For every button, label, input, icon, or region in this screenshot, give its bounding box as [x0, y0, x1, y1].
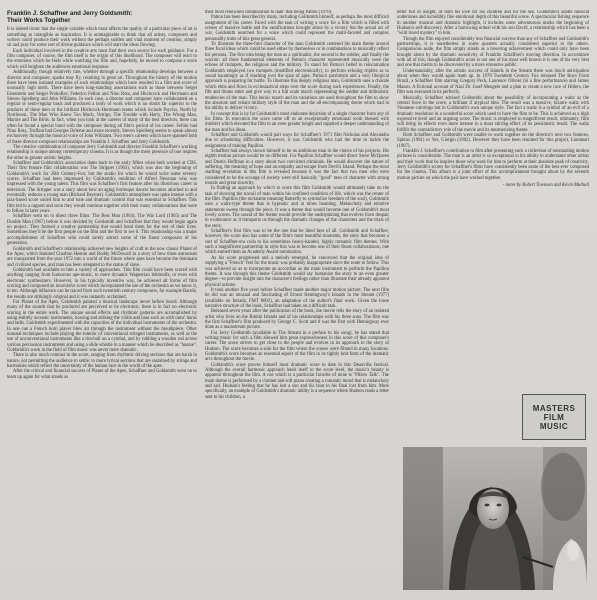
paragraph: There is also much contrast in the score, ranging from rhythmic driving sections that are harsh in nature, not permitting the audience to settle; to more lyrical sections that are sustained by strings and harmonies which reflect the uncertainty of the human race in the world of the apes.	[7, 353, 197, 370]
text-column-3	[397, 10, 589, 392]
paragraph: Both Schaffner and Goldsmith were unable to work together on the director's next two features, Sphinx (1981) or Yes, Giorgio (1982). However they have been reunited for this project, Lionheart (1987).	[397, 132, 589, 149]
paragraph: Goldsmith's score proves himself most dramatic score to date in this Deauville festival. Although the overall harmonic approach lends itself to the score level, the music's beauty is apparent throughout the film. A cue which is a particular favorite of mine is "Pillow Talk". The main theme is performed by a clarinet and soft piano creating a romantic mood that is melancholy and sad. Hudson's feeling that he has lost a son and his boat in his final lost from him. More specifically, an example of Goldsmith's dramatic ability is a sequence where Hudson reads a letter sent to his children, a	[205, 362, 389, 400]
paragraph: Goldsmith had available to him a variety of approaches. This film could have been scored with anything ranging from humorous ape-music, to more dynamic Wagnerian leitmotifs, or even with electronic synthesizers. However, in his typically inventive way, he achieved all forms of film scoring and composed an innovative score which incorporated the use of the orchestra as we know it, to ten. Although influence can be traced from such twentieth century composers, for example Bartók, the results are strikingly original and it was instantly acclaimed.	[7, 267, 197, 300]
paragraph: Schaffner and Goldsmith's association dates back to the early fifties when both worked at CBS. Their first feature film collaboration was The Stripper (1963), which was also the beginning of Goldsmith's work for 20th Century-Fox; but the studio for which he would write some seventy scores. Schaffner had been impressed by Goldsmith's rendition of Alfred Newman who was impressed with the young talent. This film was Schaffner's first feature after his illustrious career in television. The Stripper was a story about how an aging burlesque dancer becomes attached to and eventually seduces a young man (Richard Beymer). Goldsmith's atmosphere was quite intense with a jazz-based score suited him to and tone and dramatic control that was essential to Schaffner. This film led to a rapport and soon they would continue together with their many collaborations that were to follow in later years.	[7, 161, 197, 215]
text-column-1	[7, 10, 197, 596]
paragraph: It took another five years before Schaffner made another major motion picture. The next film he did was an unusual and fascinating of Ernest Hemingway's Islands in the Stream (1977) (available on Intrada, FMT 8002), an adaptation of the author's final work. Given the loose narrative structure of the book, Schaffner had taken on a difficult task.	[205, 287, 389, 309]
paragraph: Though the film enjoyed considerably less financial success than any of Schaffner and Goldsmith's partnerships, it is nonetheless in some quarters actually considered superior to the others. Comparisons aside, the film simply stands as a towering achievement which could only have been brought about by the dramatic sensitivity of Franklin Schaffner's moving direction. In accordance with all of this, though Goldsmith's score is not one of his most well known it is one of his very best and one that merits to be discovered by a more extensive public.	[397, 36, 589, 69]
paragraph: Franklin J. Schaffner's contribution to film after presenting such a collection of outstanding motion pictures is considerable. The man is an artist is so exceptional in his ability to understand other artists and their work that he inspires those who work for him to perform at their absolute peak of creativity. Jerry Goldsmith's scores for Schaffner's films have consistently been some of the best ever composed for the cinema. This album is a joint effort of the accomplishment brought about by the seventh motion picture on which the pair have worked together.	[397, 148, 589, 181]
paragraph: For Jerry Goldsmith (available in The Stream in a preface to his song), he has stated that writing music for such a film allowed him great expressiveness in this score of this composer's career. The score strives to get close to the people and evolves in its approach to the story of Hudson. The score becomes a solo for the film where the scenes were filmed in many locations. Goldsmith's score becomes an essential aspect of the film in its tightly knit form of the dramatic arcs throughout the movie.	[205, 330, 389, 363]
logo-line-2: FILM	[543, 412, 565, 422]
paragraph: their most renowned collaboration to date: that being Patton (1970).	[205, 10, 333, 15]
film-still-photo	[403, 447, 587, 590]
paragraph: Understandably, after the artistic success of Islands in the Stream there was much anticipation about when they would again team up. In 1978 Twentieth Century Fox released The Boys From Brazil, a Schaffner film starring Gregory Peck, Laurence Olivier (in a fine performance) and James Mason. A fictional account of Nazi Dr. Josef Mengele and a plan to create a new race of Hitlers, the film was executed in its perfectly.	[397, 68, 589, 96]
paragraph: For Planet of the Apes, Goldsmith painted a musical landscape never before heard. Although many of the sounds that he produced are perceived to be electronic, there is in fact no electronic scoring in the entire work. The unique sound effects and rhythmic patterns are accomplished by using entirely acoustic instruments, bowing and striking the violin and bass such as with rams' horns and bells. Goldsmith experimented with the capacities of the individual instruments of the orchestra. In one cue a French horn player blew air through the instrument without the mouthpiece. Other unusual techniques include playing the interior of conventional stringed instruments, as well as the use of unconventional instruments like a rim-ball on a cymbal, and by rubbing a wooden rod across various percussion instruments and using a slide whistle in a manner which he described as "hoarse". Goldsmith's work in the field of film music was never more dramatic.	[7, 299, 197, 354]
article-title-line-1: Franklin J. Schaffner and Jerry Goldsmith:	[7, 10, 133, 17]
logo-line-3: MUSIC	[539, 421, 569, 431]
paragraph: In finding an approach by which to score this film Goldsmith would ultimately take on the task of showing the travail of man within his confined condition of life, which was the center of the film. Papillon (the nickname meaning Butterfly to symbolize freedom of the soul), Goldsmith uses a waltz-type theme that is hypnotic and at times haunting. Melancholy and emotive statements sweep through the piece. It was a theme that would become one of Goldsmith's most lovely scores. The sound of the theme would provide the underpinning that evolves from despair to exuberance as it transports us through the dramatic changes of the characters and the trials of the story.	[205, 186, 389, 229]
paragraph: It is indeed ironic that the single variable which most affects the quality of a particular piece of art is something as intangible as inspiration. It is unimaginable to think that all artists, composers and writers could produce their work without the perhaps sudden and vital moment of creation, simply sit and pray for some sort of divine guidance which will start the ideas flowing.	[7, 27, 197, 49]
article-title-line-2: Their Works Together	[7, 17, 71, 25]
paragraph: Released seven years after the publication of the book, the movie tells the story of an isolated artist who lives on the Bimini Islands and of his relationships with his three sons. The film was the first Schaffner's film produced by George C. Scott and it was the first with Hemingway ever done as a mainstream picture.	[205, 309, 389, 331]
paragraph: Schaffner's first film was to be the one that he liked best of all. Goldsmith and Schaffner, however, the score also has some of the film's most beautiful moments, the story that becomes a sort of Schaffner-era coda to his sometimes heavy-handed, highly romantic film themes. With such a magnificent partnership in style this was to become one of their finest collaborations, one which earned them an Academy Award nomination.	[205, 229, 389, 256]
paragraph: After the critical and financial success of Planet of the Apes, Schaffner and Goldsmith went on to team up again for what stands as	[7, 369, 197, 380]
paragraph: Schaffner had always shown himself to be an ambitious man in the choice of his projects. His eighth motion picture would be no different. For Papillon Schaffner would direct Steve McQueen and Dustin Hoffman in a story about two convicted criminals. He would discover the nature of suffering, the meaning of hope and an empathy and escape from Devil's Island. Perhaps the most startling revelation in this film is revealed because it was the fact that two men who were considered to be the scourge of society were still basically "good" men of character with strong morals and great sincerity.	[205, 148, 389, 186]
paragraph: To illustrate the three-fold character of the man Goldsmith centered his main theme around three focal ideas which could be used either by themselves or in combinations to musically reflect his persona. The first idea being the man as a spiritualist, the second is the soldier, and finally the warrior; all three fundamental elements of Patton's character represented musically were the echoes of trumpets, the religious and the military. To stand for Patton's belief in reincarnation Goldsmith employed two trumpets (modified electronically), to perform echoing triplets as to sound hauntingly as if reaching over the span of ages. Patton's patriotism and a very liturgical approach is preparing for battle. To illustrate this deeply religious man, Goldsmith uses a chorale which ebbs and flows in ecclesiastical steps over the score during such experiences. Finally, the fife and drums enter and give way to a full scale march representing the soldier and militaristic tendencies of the man. This heroic march and its variations are used throughout the film to show the absolute and reliant military style of the man and the all-encompassing desire which had in his ability to deliver victory.	[205, 42, 389, 112]
paragraph: In concept this is by far Goldsmith's most elaborate depiction of a single character from any of his films. In execution the score came off as an exceptionally emotional work blessed with intellect which elevated the film to an even greater height and supplied a deeper understanding of the man and his ideas.	[205, 111, 389, 133]
paragraph: Additionally, though relatively rare, whether through a specific relationship develops between a director and composer, sparks may fly, resulting in great art. Throughout the history of the motion there have been isolated examples of such relationships which have resulted in a film and score of unusually high merit. There have been long-standing associations such as those between Sergei Eisenstein and Sergei Prokofiev, Federico Fellini and Nino Rota, and Hitchcock and Herrmann and Steven Spielberg and John Williams. In each case, a director and composer have collaborated on a regular or semi-regular basis and produced a body of work which is no doubt far superior to the products of these men or the brilliant Hitchcock-Herrmann teams which include Psycho, North by Northwest, The Man Who Knew Too Much, Vertigo, The Trouble with Harry, The Wrong Man, Marnie and The Birds. In fact, when you look at the careers of many of the best directors, there can often be found a special bond with the composer during all film's period of his career. Fellini had Nino Rota, Truffaut had Georges Delerue and more recently, Steven Spielberg seems to speak almost exclusively through the musical voice of John Williams. Two men's careers which have spanned both of these director-composer relationships are Franklin J. Schaffner and Jerry Goldsmith.	[7, 70, 197, 145]
logo-line-1: MASTERS	[532, 403, 576, 413]
paragraph: Musically, Schaffner advised Goldsmith about the possibility of incorporating a waltz as the central force in the score, a brilliant if atypical idea. The result was a massive, bizarre waltz with Viennese colorings but in Goldsmith's own unique style. The fact a waltz is a symbol of an evil of a dramatic resolution in a wonderful score which used to have the film to be. This is achieved as a high expressive level and an ongoing score. The music is employed to magnificent result, ultimately, film will bring its effects even more intense in a most stirring effect of its pessimistic result. The waltz fulfills the contradictory role of the movie and its mesmerizing theme.	[397, 95, 589, 133]
masters-film-music-logo	[522, 394, 586, 440]
article-title	[7, 10, 197, 24]
paragraph: The creative combination of composer Jerry Goldsmith and director Franklin Schaffner's working relationship is unique among contemporary cinema. It is as though the mere presence of one inspires the other to greater artistic heights.	[7, 144, 197, 161]
photo-medieval-boy-hooded	[403, 447, 587, 590]
text-column-2	[205, 10, 389, 596]
paragraph: Schaffner and Goldsmith would part ways for Schaffner's 1971 film Nicholas and Alexandra due to scheduling difficulties. However, it was Goldsmith who had the time to tackle the assignment of making Papillon.	[205, 132, 389, 149]
paragraph: letter full of insight, of both his love for his children and for the sea. Goldsmith's subtle musical undertones and incredibly fine emotional depth of this beautiful scene. A spectacular fishing sequence in another musical and dramatic highlight, it includes some adventurous marks the beginning of Hudson's self-discovery. After a harrowing ordeal with his son David, a relationship which has been a "wild loved mystery" to him.	[397, 10, 589, 37]
paragraph: As his score progressed and a melody emerged, he conceived that the original idea of supplying a "French" feel for the music was probably inappropriate since the route to follow. This was achieved so as to incorporate an accordian as the main instrument to perform the Papillon theme. It was through this theme Goldsmith would say humanize the story to an even greater degree—to provide insight into the character's feelings rather than illustrate their already apparent physical actions.	[205, 255, 389, 288]
paragraph: Goldsmith and Schaffner's relationship achieved new heights of craft in the now classic Planet of the Apes, which featured Charlton Heston and Roddy McDowall in a story of how three astronauts are transported from the year 1972 into a world of the future where apes have become the dominant and civilized species, and man has been relegated to the status of slave.	[7, 246, 197, 268]
paragraph: Schaffner went on to direct three films: The Best Man (1964), The War Lord (1965) and The Double Man (1967) before it was decided by Goldsmith and Schaffner that they would begin again on project. They formed a creative partnership that would bond them for the rest of their lives. Sometimes they'd be the first people on the film and the first to see it. This relationship was a major accomplishment of Schaffner who could surely attract some of the finest composers of his generation.	[7, 214, 197, 247]
paragraph: Each individual involved in the creative arts must find their own source for such guidance. For a film composer, of course, the film itself is the origin of this likelihood. The composer will react to the emotions which he feels while watching the film and, hopefully, be moved to compose a score which will heighten the audiences emotional response.	[7, 48, 197, 70]
notes-credit: - notes by Robert Townson and Kevin Mulhall	[502, 183, 589, 188]
paragraph: Patton has been described by many, including Goldsmith himself, as perhaps the most difficult assignment of his career. Faced with the task of writing a score for a film which is filled with scenes of massive battle and the ramifications brought about by a victory but the actual act of war, Goldsmith searched for a voice which could represent the multi-faceted and complex personality traits of this great general.	[205, 15, 389, 42]
